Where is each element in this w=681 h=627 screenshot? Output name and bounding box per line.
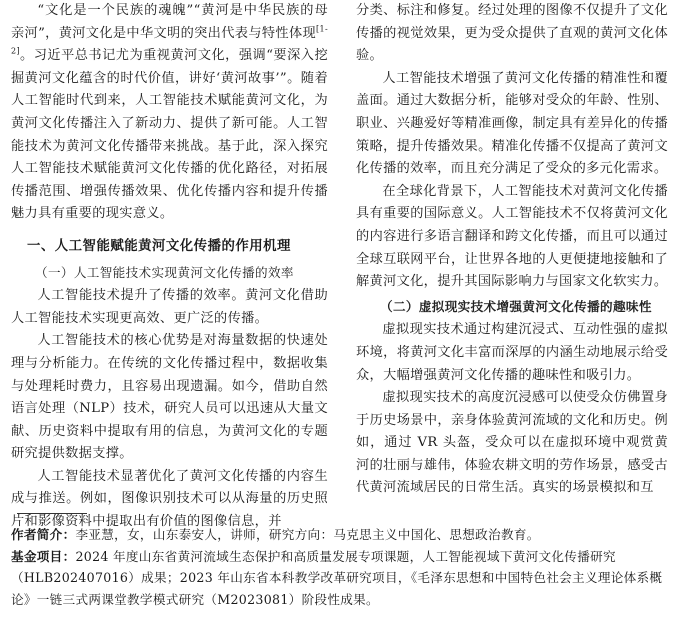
fund-note	[11, 546, 671, 611]
body-paragraph: 在全球化背景下，人工智能技术对黄河文化传播具有重要的国际意义。人工智能技术不仅将黄河文化的内容进行多语言翻译和跨文化传播，而且可以通过全球互联网平台，让世界各地的人更便捷地接触和了解黄河文化，提升其国际影响力与国家文化软实力。	[356, 183, 668, 290]
body-paragraph: 虚拟现实技术通过构建沉浸式、互动性强的虚拟环境，将黄河文化丰富而深厚的内涵生动地展示给受众，大幅增强黄河文化传播的趣味性和吸引力。	[356, 322, 668, 383]
right-column	[356, 0, 668, 500]
section-heading: 一、人工智能赋能黄河文化传播的作用机理	[27, 238, 291, 254]
body-paragraph: 人工智能技术提升了传播的效率。黄河文化借助人工智能技术实现更高效、更广泛的传播。	[11, 288, 328, 326]
body-paragraph: 虚拟现实技术的高度沉浸感可以使受众仿佛置身于历史场景中，亲身体验黄河流域的文化和历史。例如，通过 VR 头盔，受众可以在虚拟环境中观赏黄河的壮丽与雄伟，体验农耕文明的劳作场景，感受古代黄河流域居民的日常生活。真实的场景模拟和互	[356, 390, 668, 496]
subsection-heading-2: （二）虚拟现实技术增强黄河文化传播的趣味性	[380, 298, 652, 314]
author-note	[11, 524, 671, 546]
subsection-heading-1: （一）人工智能技术实现黄河文化传播的效率	[35, 264, 294, 280]
body-paragraph-continued: 分类、标注和修复。经过处理的图像不仅提升了文化传播的视觉效果，更为受众提供了直观的黄河文化体验。	[356, 3, 668, 64]
fund-text: 2024 年度山东省黄河流域生态保护和高质量发展专项课题，人工智能视域下黄河文化传播研究（HLB202407016）成果；2023 年山东省本科教学改革研究项目，《毛泽东思想和中国特色社会主义理论体系概论》一链三式两课堂教学模式研究（M2023081）阶段性成果。	[11, 548, 663, 607]
intro-text-b: 。习近平总书记尤为重视黄河文化，强调“要深入挖掘黄河文化蕴含的时代价值，讲好‘黄河故事’”。随着人工智能时代到来，人工智能技术赋能黄河文化，为黄河文化传播注入了新动力、提供了新可能。人工智能技术为黄河文化传播带来挑战。基于此，深入探究人工智能技术赋能黄河文化传播的优化路径，对拓展传播范围、增强传播效果、优化传播内容和提升传播魅力具有重要的现实意义。	[11, 48, 328, 222]
author-text: 李亚慧，女，山东泰安人，讲师，研究方向：马克思主义中国化、思想政治教育。	[75, 527, 540, 542]
author-label: 作者简介：	[11, 527, 76, 542]
body-paragraph: 人工智能技术显著优化了黄河文化传播的内容生成与推送。例如，图像识别技术可以从海量的历史照片和影像资料中提取出有价值的图像信息，并	[11, 468, 328, 530]
left-column	[11, 0, 328, 534]
body-paragraph: 人工智能技术增强了黄河文化传播的精准性和覆盖面。通过大数据分析，能够对受众的年龄、性别、职业、兴趣爱好等精准画像，制定具有差异化的传播策略，提升传播效果。精准化传播不仅提高了黄河文化传播的效率，而且充分满足了受众的多元化需求。	[356, 70, 668, 177]
intro-paragraph	[11, 0, 328, 226]
fund-label: 基金项目：	[11, 548, 76, 564]
intro-text-a: “文化是一个民族的魂魄”“黄河是中华民族的母亲河”，黄河文化是中华文明的突出代表与特性体现	[11, 3, 328, 41]
footnote-divider	[17, 513, 87, 514]
citation-marker: [1-2]	[11, 24, 328, 56]
footnote-block	[11, 524, 671, 610]
body-paragraph: 人工智能技术的核心优势是对海量数据的快速处理与分析能力。在传统的文化传播过程中，数据收集与处理耗时费力，且容易出现遗漏。如今，借助自然语言处理（NLP）技术，研究人员可以迅速从大量文献、历史资料中提取有用的信息，为黄河文化的专题研究提供数据支撑。	[11, 333, 328, 462]
